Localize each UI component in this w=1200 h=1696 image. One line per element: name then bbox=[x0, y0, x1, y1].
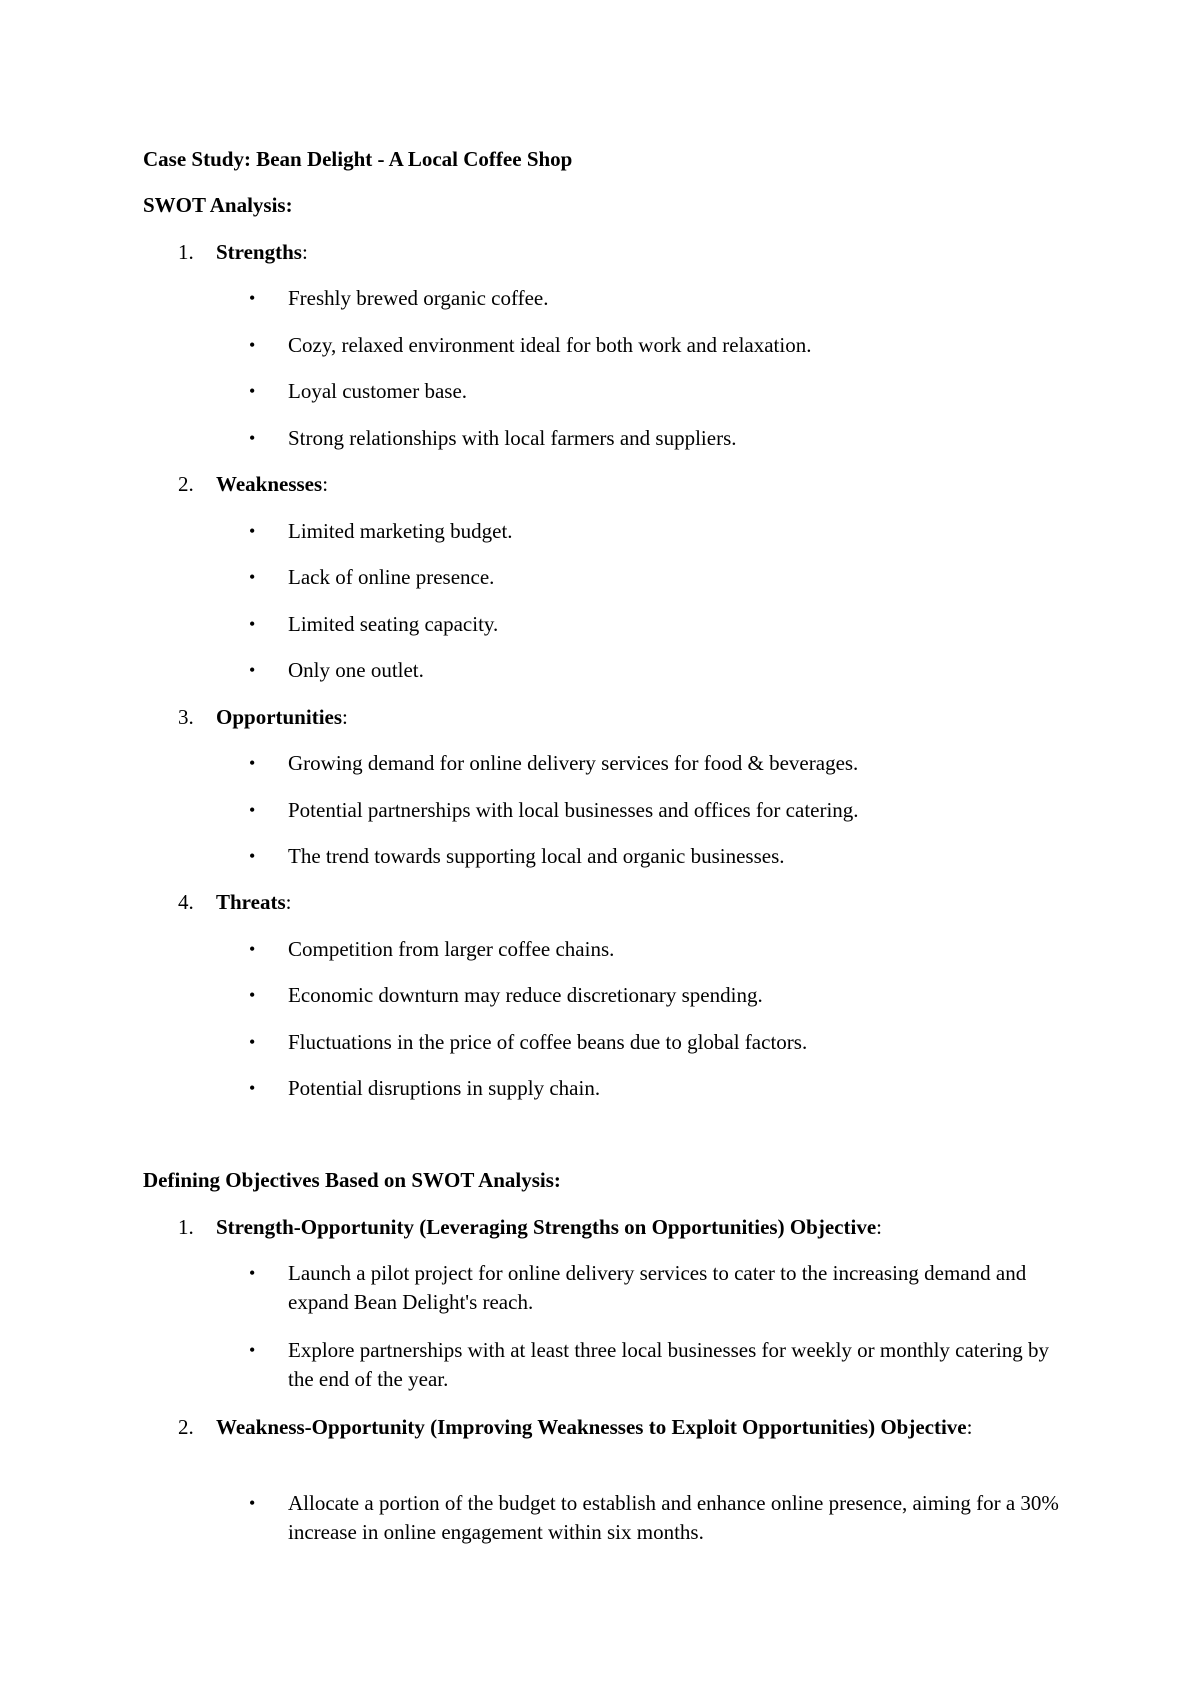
section-number: 3. bbox=[178, 705, 194, 729]
bullet-dot: • bbox=[249, 335, 256, 355]
section-number: 2. bbox=[178, 472, 194, 496]
bullet-dot: • bbox=[249, 800, 256, 820]
list-item: Launch a pilot project for online delivery services to cater to the increasing demand and expand Bean Delight's reach. bbox=[288, 1261, 1027, 1314]
bullet-dot: • bbox=[249, 614, 256, 634]
section-title-strengths: Strengths: bbox=[216, 240, 308, 264]
list-item: Limited marketing budget. bbox=[288, 519, 513, 543]
objective-title-strength-opportunity: Strength-Opportunity (Leveraging Strengths on Opportunities) Objective: bbox=[216, 1215, 882, 1239]
section-title-weaknesses: Weaknesses: bbox=[216, 472, 329, 496]
section-number: 2. bbox=[178, 1415, 194, 1439]
bullet-dot: • bbox=[249, 1032, 256, 1052]
objectives-heading: Defining Objectives Based on SWOT Analysis: bbox=[143, 1168, 561, 1192]
section-number: 1. bbox=[178, 240, 194, 264]
bullet-dot: • bbox=[249, 985, 256, 1005]
list-item: The trend towards supporting local and organic businesses. bbox=[288, 844, 785, 868]
list-item: Potential partnerships with local businesses and offices for catering. bbox=[288, 798, 859, 822]
section-title-opportunities: Opportunities: bbox=[216, 705, 348, 729]
bullet-dot: • bbox=[249, 846, 256, 866]
list-item: Explore partnerships with at least three local businesses for weekly or monthly catering by the end of the year. bbox=[288, 1338, 1050, 1391]
list-item: Freshly brewed organic coffee. bbox=[288, 286, 549, 310]
list-item: Competition from larger coffee chains. bbox=[288, 937, 615, 961]
bullet-dot: • bbox=[249, 660, 256, 680]
bullet-dot: • bbox=[249, 381, 256, 401]
bullet-dot: • bbox=[249, 1078, 256, 1098]
document-title: Case Study: Bean Delight - A Local Coffee Shop bbox=[143, 147, 573, 171]
list-item: Fluctuations in the price of coffee beans due to global factors. bbox=[288, 1030, 808, 1054]
swot-heading: SWOT Analysis: bbox=[143, 193, 293, 217]
list-item: Allocate a portion of the budget to establish and enhance online presence, aiming for a 30% increase in online engagement within six months. bbox=[288, 1491, 1059, 1544]
bullet-dot: • bbox=[249, 753, 256, 773]
section-number: 1. bbox=[178, 1215, 194, 1239]
list-item: Strong relationships with local farmers and suppliers. bbox=[288, 426, 737, 450]
bullet-dot: • bbox=[249, 1263, 256, 1283]
section-number: 4. bbox=[178, 890, 194, 914]
list-item: Growing demand for online delivery services for food & beverages. bbox=[288, 751, 859, 775]
section-title-threats: Threats: bbox=[216, 890, 292, 914]
list-item: Potential disruptions in supply chain. bbox=[288, 1076, 601, 1100]
bullet-dot: • bbox=[249, 521, 256, 541]
list-item: Only one outlet. bbox=[288, 658, 424, 682]
bullet-dot: • bbox=[249, 1493, 256, 1513]
bullet-dot: • bbox=[249, 939, 256, 959]
list-item: Lack of online presence. bbox=[288, 565, 495, 589]
bullet-dot: • bbox=[249, 288, 256, 308]
bullet-dot: • bbox=[249, 428, 256, 448]
bullet-dot: • bbox=[249, 567, 256, 587]
bullet-dot: • bbox=[249, 1340, 256, 1360]
list-item: Cozy, relaxed environment ideal for both work and relaxation. bbox=[288, 333, 812, 357]
list-item: Economic downturn may reduce discretionary spending. bbox=[288, 983, 763, 1007]
objective-title-weakness-opportunity: Weakness-Opportunity (Improving Weaknesses to Exploit Opportunities) Objective: bbox=[216, 1415, 973, 1439]
list-item: Limited seating capacity. bbox=[288, 612, 499, 636]
list-item: Loyal customer base. bbox=[288, 379, 468, 403]
